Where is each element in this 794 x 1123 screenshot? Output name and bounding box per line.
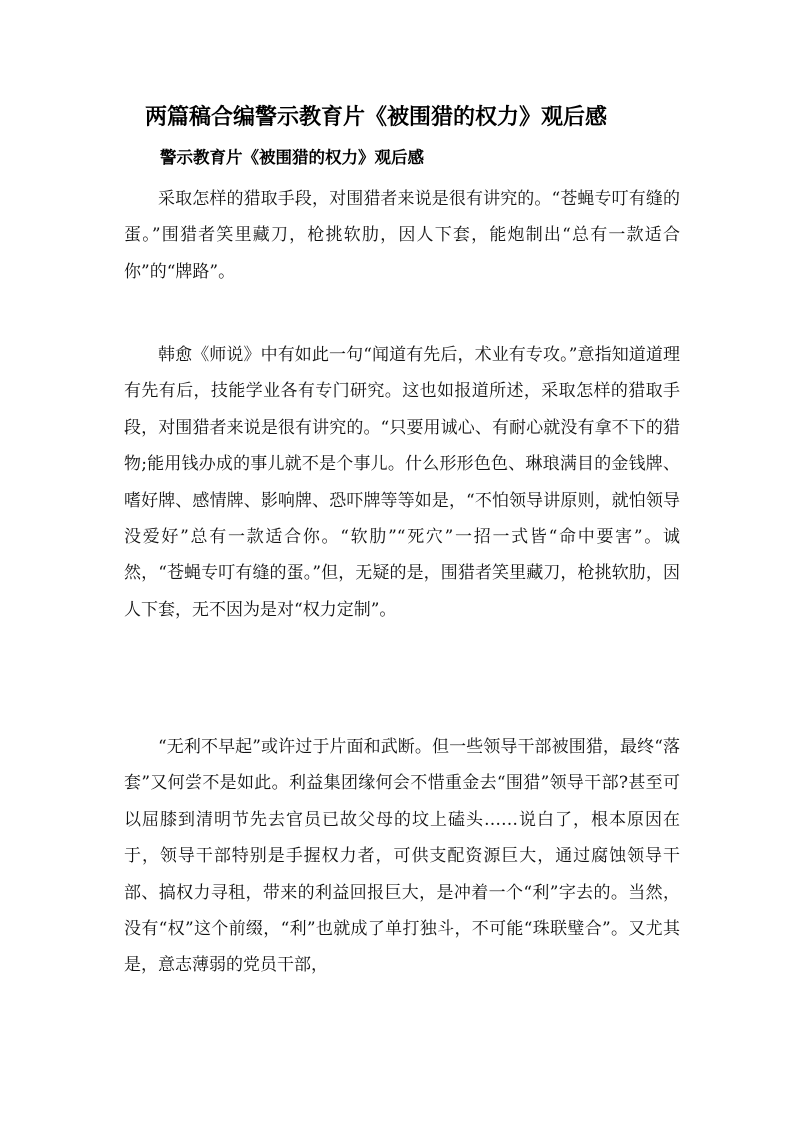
document-subtitle: 警示教育片《被围猎的权力》观后感: [160, 148, 424, 167]
paragraph-3: “无利不早起”或许过于片面和武断。但一些领导干部被围猎，最终“落套”又何尝不是如此。利益集团缘何会不惜重金去“围猎”领导干部?甚至可以屈膝到清明节先去官员已故父母的坟上磕头……说白了，根本原因在于，领导干部特别是手握权力者，可供支配资源巨大，通过腐蚀领导干部、搞权力寻租，带来的利益回报巨大，是冲着一个“利”字去的。当然，没有“权”这个前缀，“利”也就成了单打独斗，不可能“珠联璧合”。又尤其是，意志薄弱的党员干部，: [124, 737, 680, 976]
paragraph-1: 采取怎样的猎取手段，对围猎者来说是很有讲究的。“苍蝇专叮有缝的蛋。”围猎者笑里藏刀，枪挑软肋，因人下套，能炮制出“总有一款适合你”的“牌路”。: [124, 189, 680, 282]
paragraph-2: 韩愈《师说》中有如此一句“闻道有先后，术业有专攻。”意指知道道理有先有后，技能学业各有专门研究。这也如报道所述，采取怎样的猎取手段，对围猎者来说是很有讲究的。“只要用诚心、有耐心就没有拿不下的猎物;能用钱办成的事儿就不是个事儿。什么形形色色、琳琅满目的金钱牌、嗜好牌、感情牌、影响牌、恐吓牌等等如是，“不怕领导讲原则，就怕领导没爱好”总有一款适合你。“软肋”“死穴”一招一式皆“命中要害”。诚然，“苍蝇专叮有缝的蛋。”但，无疑的是，围猎者笑里藏刀，枪挑软肋，因人下套，无不因为是对“权力定制”。: [124, 345, 680, 620]
document-title: 两篇稿合编警示教育片《被围猎的权力》观后感: [145, 104, 608, 130]
